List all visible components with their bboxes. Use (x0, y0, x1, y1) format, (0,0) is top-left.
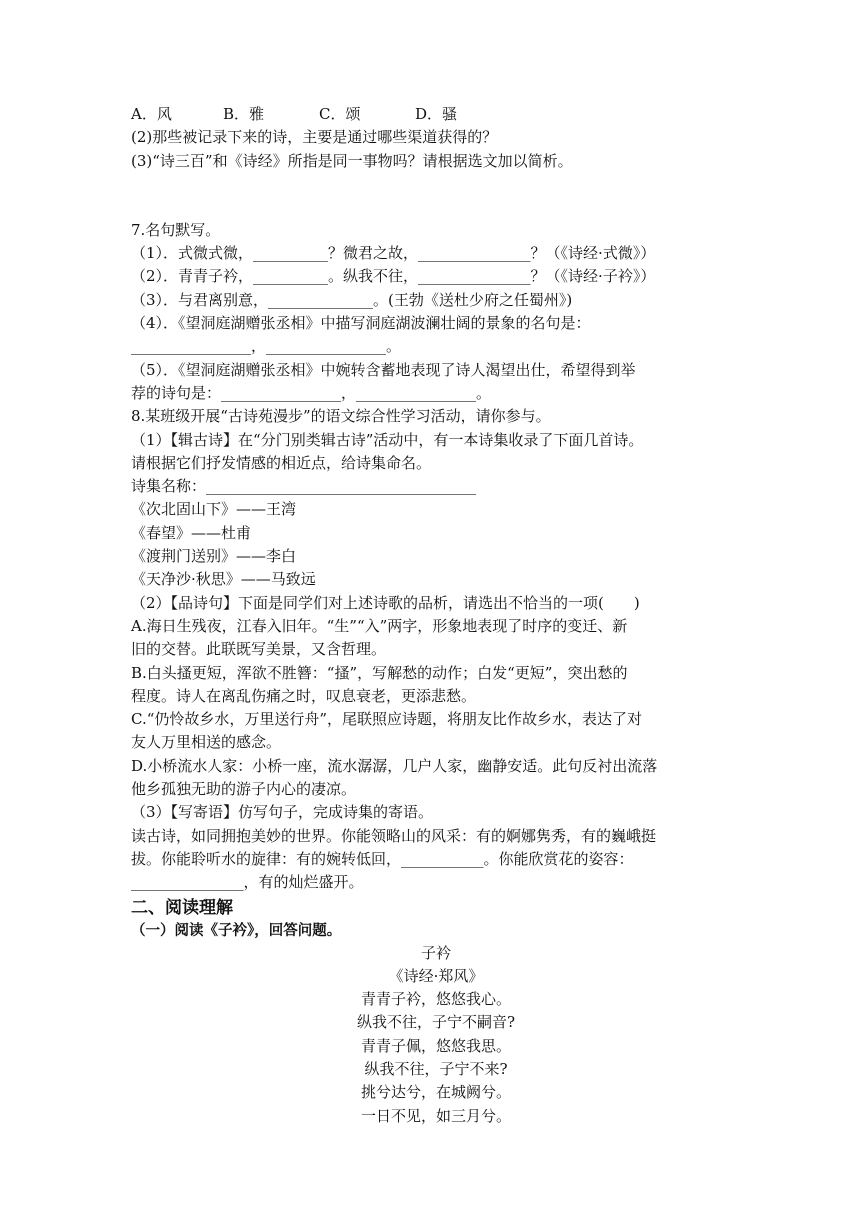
q8-line: _______________，有的灿烂盛开。 (131, 873, 364, 892)
q7-item: 荐的诗句是：________________，________________。 (131, 383, 492, 402)
q8-line: 《次北固山下》——王湾 (131, 500, 297, 519)
q8-line: 友人万里相送的感念。 (131, 733, 282, 752)
q8-line: 请根据它们抒发情感的相近点，给诗集命名。 (131, 453, 432, 472)
q7-item: ________________，________________。 (131, 337, 402, 356)
subsection-heading: （一）阅读《子衿》，回答问题。 (131, 922, 342, 939)
q8-line: 《春望》——杜甫 (131, 523, 252, 542)
q7-item: （4）．《望洞庭湖赠张丞相》中描写洞庭湖波澜壮阔的景象的名句是： (131, 314, 591, 333)
q7-item: （2）．青青子衿，__________。纵我不往，_______________？（《诗经·子衿》） (131, 267, 656, 286)
spacer (131, 173, 741, 196)
q8-line: （3）【写寄语】仿写句子，完成诗集的寄语。 (131, 803, 434, 822)
q8-line: B.白头搔更短，浑欲不胜簪：“搔”，写解愁的动作；白发“更短”，突出愁的 (131, 663, 628, 682)
poem-source: 《诗经·郑风》 (388, 966, 484, 985)
q6-subquestion-3: (3)“诗三百”和《诗经》所指是同一事物吗？请根据选文加以简析。 (131, 151, 573, 170)
q8-line: D.小桥流水人家：小桥一座，流水潺潺，几户人家，幽静安适。此句反衬出流落 (131, 756, 658, 775)
poem-line: 一日不见，如三月兮。 (360, 1106, 511, 1125)
spacer (131, 196, 741, 219)
poem (131, 942, 741, 1128)
q8-line: 诗集名称：____________________________________ (131, 477, 477, 496)
poem-line: 挑兮达兮，在城阙兮。 (360, 1083, 511, 1102)
q8-line: C.“仍怜故乡水，万里送行舟”，尾联照应诗题，将朋友比作故乡水，表达了对 (131, 710, 643, 729)
q8-line: 《渡荆门送别》——李白 (131, 547, 297, 566)
option-a: A．风 (131, 105, 172, 123)
q7-item: （1）．式微式微，__________？微君之故，_______________？（《诗经·式微》） (131, 244, 656, 263)
poem-line: 纵我不往，子宁不嗣音? (356, 1013, 516, 1032)
q8-line: A.海日生残夜，江春入旧年。“生”“入”两字，形象地表现了时序的变迁、新 (131, 616, 628, 635)
q8-line: （2）【品诗句】下面是同学们对上述诗歌的品析，请选出不恰当的一项( ) (131, 593, 640, 612)
q6-options (131, 103, 741, 126)
q7-title: 7.名句默写。 (131, 220, 221, 239)
q8-line: 拔。你能聆听水的旋律：有的婉转低回，___________。你能欣赏花的姿容： (131, 849, 634, 868)
q8-line: 旧的交替。此联既写美景，又含哲理。 (131, 640, 387, 659)
q8-line: （1）【辑古诗】在“分门别类辑古诗”活动中，有一本诗集收录了下面几首诗。 (131, 430, 644, 449)
q8-line: 他乡孤独无助的游子内心的凄凉。 (131, 780, 357, 799)
q8-title: 8.某班级开展“古诗苑漫步”的语文综合性学习活动，请你参与。 (131, 407, 551, 426)
q8-line: 程度。诗人在离乱伤痛之时，叹息衰老，更添悲愁。 (131, 686, 477, 705)
poem-line: 青青子衿，悠悠我心。 (360, 990, 511, 1009)
option-c: C．颂 (319, 105, 361, 123)
q7-item: （3）．与君离别意，______________。(王勃《送杜少府之任蜀州》) (131, 290, 573, 309)
q8-line: 读古诗，如同拥抱美妙的世界。你能领略山的风采：有的婀娜隽秀，有的巍峨挺 (131, 826, 657, 845)
poem-title: 子衿 (420, 943, 451, 962)
poem-line: 青青子佩，悠悠我思。 (360, 1036, 511, 1055)
q6-subquestion-2: (2)那些被记录下来的诗，主要是通过哪些渠道获得的？ (131, 128, 498, 147)
poem-line: 纵我不往，子宁不来? (364, 1059, 508, 1078)
q7-item: （5）．《望洞庭湖赠张丞相》中婉转含蓄地表现了诗人渴望出仕，希望得到举 (131, 360, 636, 379)
document-body (131, 103, 741, 1128)
section-heading: 二、阅读理解 (131, 897, 233, 918)
option-b: B．雅 (223, 105, 265, 123)
option-d: D．骚 (415, 105, 458, 123)
q8-line: 《天净沙·秋思》——马致远 (131, 570, 316, 589)
